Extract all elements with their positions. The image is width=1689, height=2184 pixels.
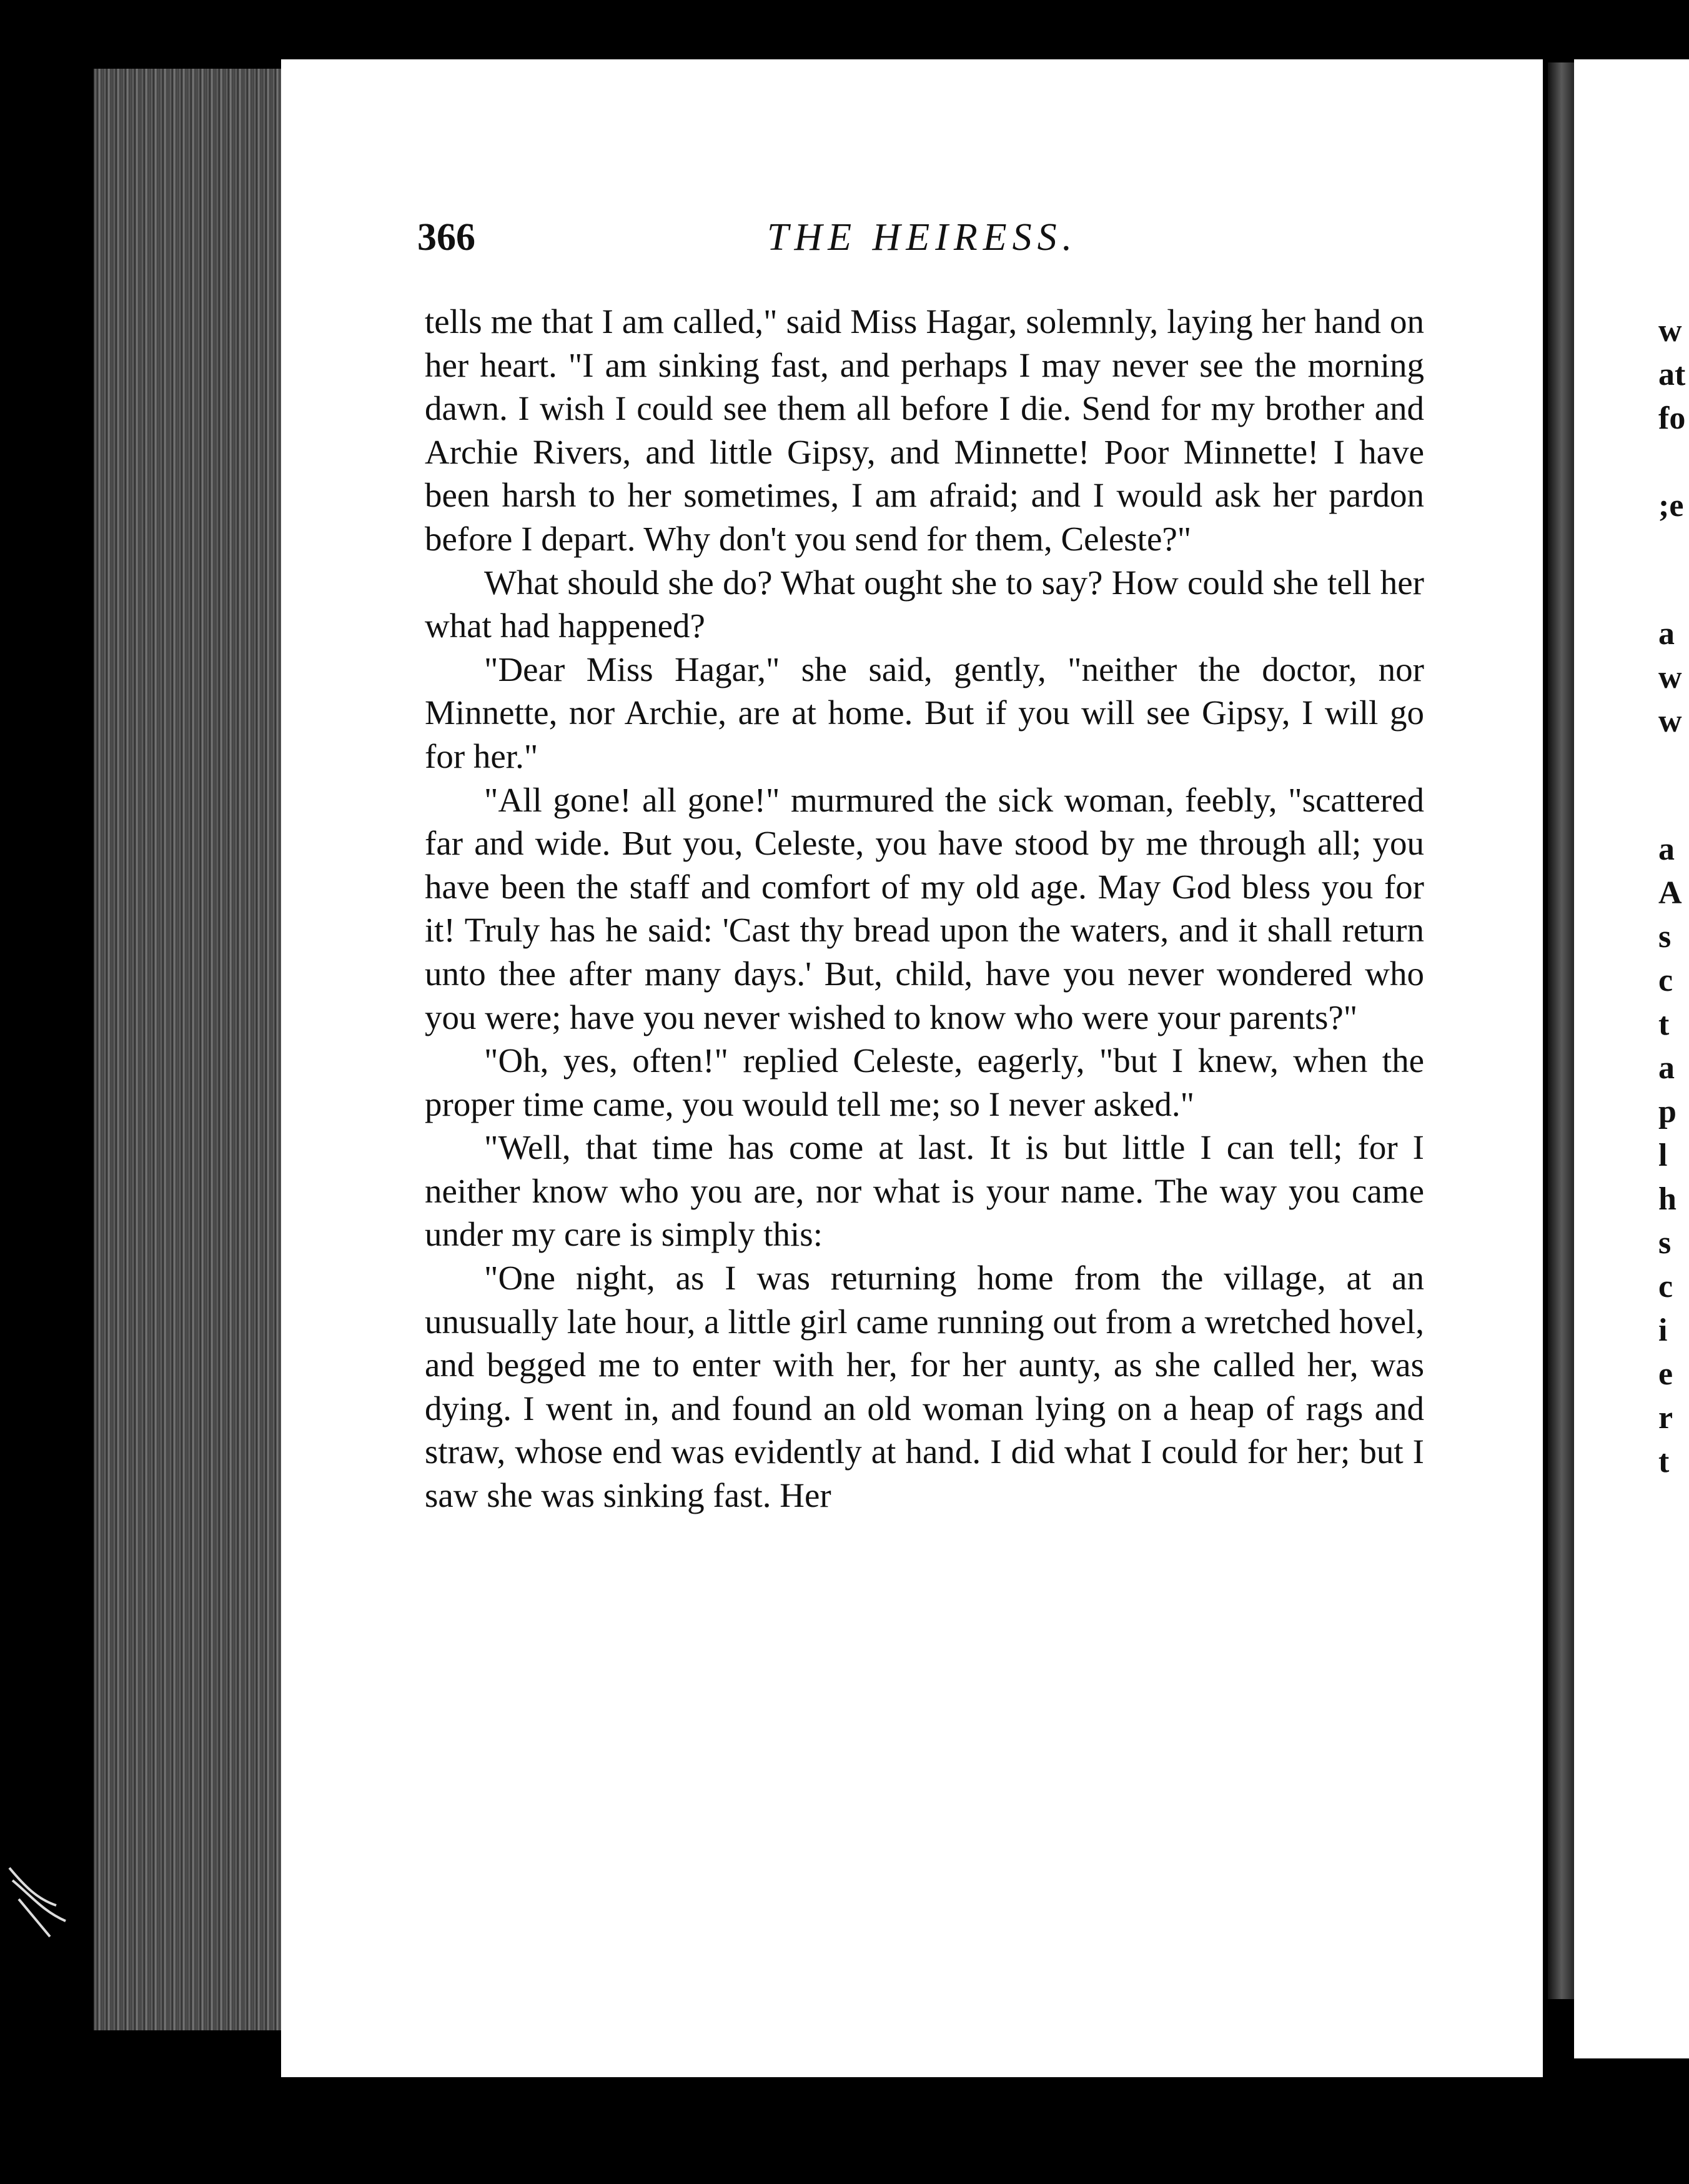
fragment: h: [1658, 1181, 1677, 1217]
fragment: l: [1658, 1138, 1668, 1173]
fragment: t: [1658, 1006, 1670, 1042]
fragment: r: [1658, 1400, 1673, 1436]
fragment: i: [1658, 1313, 1668, 1348]
running-head: [417, 216, 1423, 272]
paragraph: tells me that I am called," said Miss Hagar, solemnly, laying her hand on her heart. "I am sinking fast, and perhaps I may never see the morning dawn. I wish I could see them all before I die. Send for my brother and Archie Rivers, and little Gipsy, and Minnette! Poor Minnette! I have been harsh to her sometimes, I am afraid; and I would ask her pardon before I depart. Why don't you send for them, Celeste?": [425, 302, 1424, 558]
fragment: s: [1658, 1225, 1672, 1261]
fragment: s: [1658, 919, 1672, 955]
paragraph: "Oh, yes, often!" replied Celeste, eagerly, "but I knew, when the proper time came, you would tell me; so I never asked.": [425, 1041, 1424, 1123]
page-edges: [94, 69, 300, 2030]
fragment: c: [1658, 1269, 1673, 1304]
fragment: w: [1658, 703, 1682, 739]
fragment: A: [1658, 875, 1682, 911]
scratch-mark-icon: [6, 1862, 75, 1949]
paragraph: "All gone! all gone!" murmured the sick woman, feebly, "scattered far and wide. But you, Celeste, you have stood by me through all; you have been the staff and comfort of my old age. May God bless you for it! Truly has he said: 'Cast thy bread upon the waters, and it shall return unto thee after many days.' But, child, have you never wondered who you were; have you never wished to know who were your parents?": [425, 780, 1424, 1036]
fragment: w: [1658, 660, 1682, 695]
paragraph: What should she do? What ought she to say? How could she tell her what had happened?: [425, 563, 1424, 645]
paragraph: "Well, that time has come at last. It is but little I can tell; for I neither know who you are, nor what is your name. The way you came under my care is simply this:: [425, 1128, 1424, 1254]
fragment: c: [1658, 963, 1673, 998]
fragment: a: [1658, 1050, 1675, 1086]
paragraph: "One night, as I was returning home from the village, at an unusually late hour, a little girl came running out from a wretched hovel, and begged me to enter with her, for her aunty, as she called her, was dying. I went in, and found an old woman lying on a heap of rags and straw, whose end was evidently at hand. I did what I could for her; but I saw she was sinking fast. Her: [425, 1259, 1424, 1515]
running-title: THE HEIRESS.: [767, 216, 1078, 259]
page-number: 366: [417, 216, 475, 259]
fragment: a: [1658, 831, 1675, 867]
fragment: t: [1658, 1444, 1670, 1479]
fragment: fo: [1658, 400, 1686, 436]
fragment: e: [1658, 1356, 1673, 1392]
paragraph: "Dear Miss Hagar," she said, gently, "neither the doctor, nor Minnette, nor Archie, are at home. But if you will see Gipsy, I will go for her.": [425, 650, 1424, 775]
book-gutter: [1548, 62, 1575, 1999]
fragment: a: [1658, 616, 1675, 652]
body-text: [425, 300, 1424, 1517]
fragment: at: [1658, 357, 1686, 392]
fragment: w: [1658, 313, 1682, 349]
fragment: ;e: [1658, 488, 1684, 524]
fragment: p: [1658, 1094, 1677, 1129]
